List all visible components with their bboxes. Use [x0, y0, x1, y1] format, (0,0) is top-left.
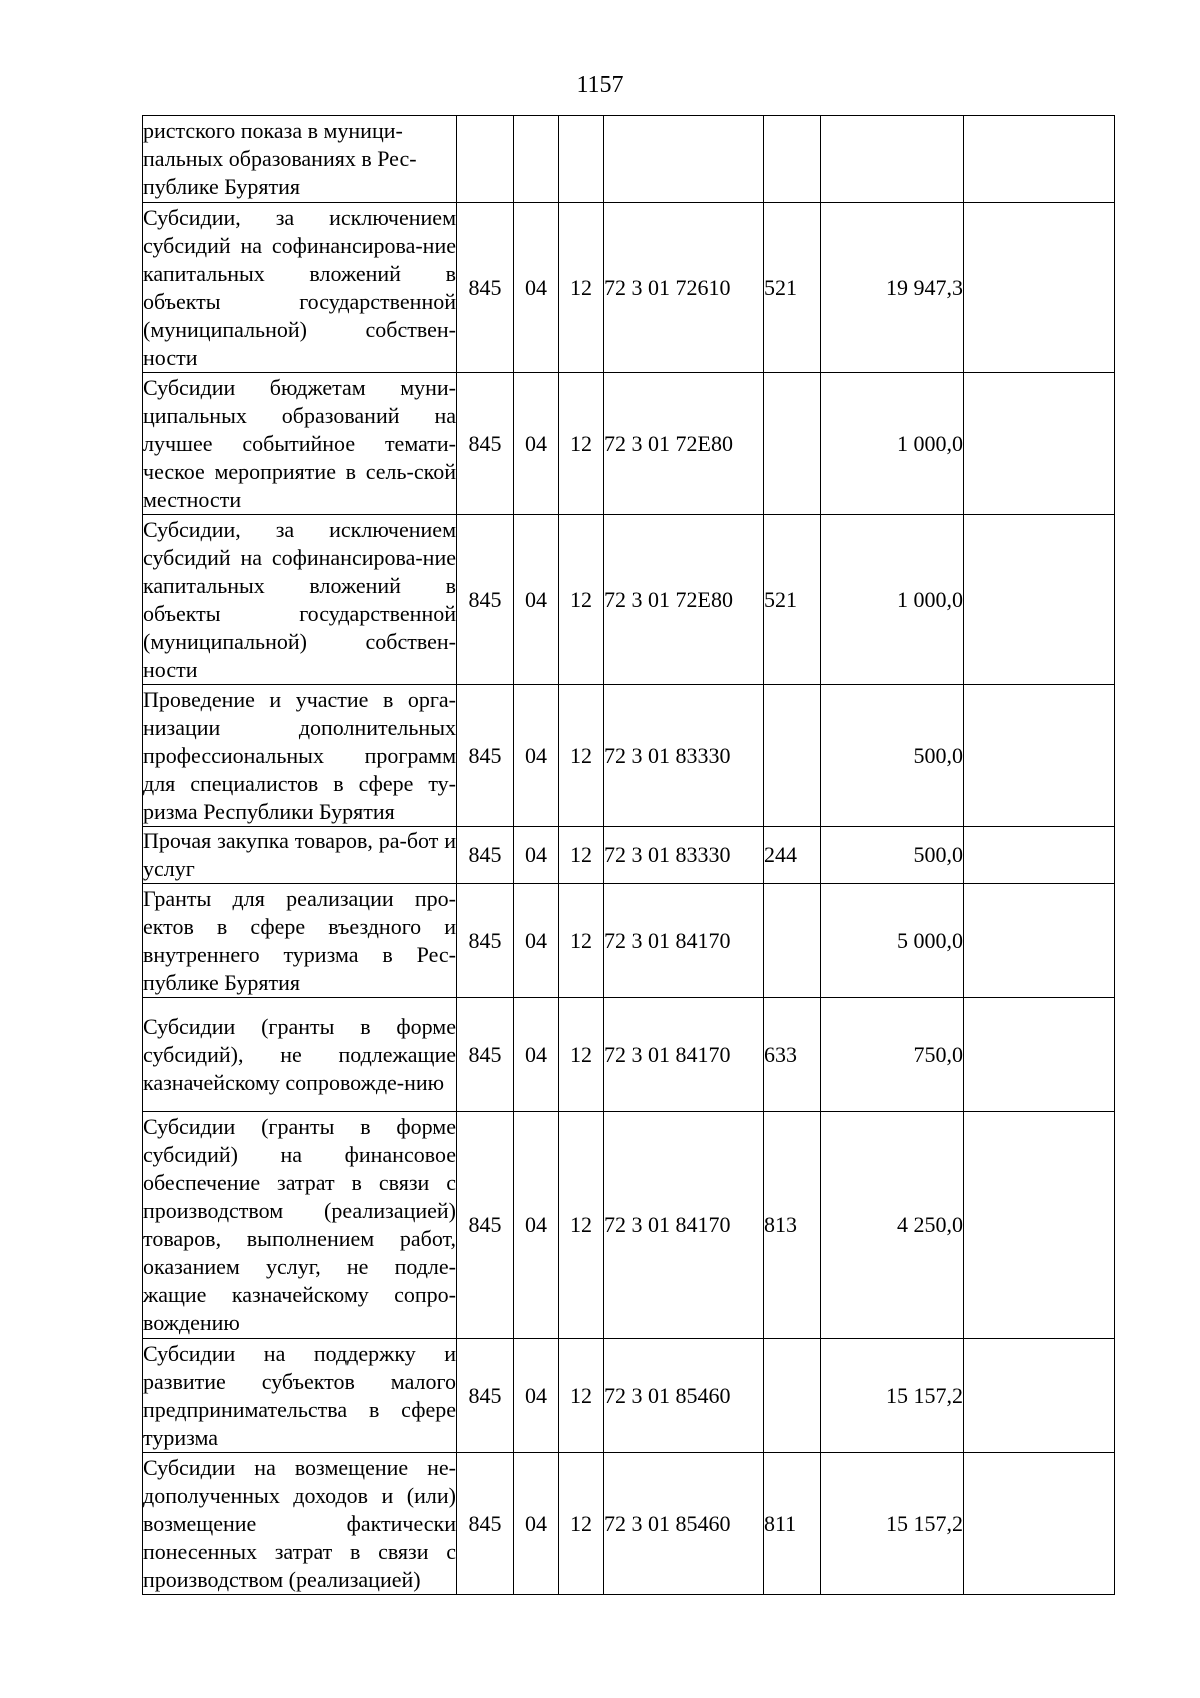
table-row: [143, 116, 1115, 203]
vr-cell: 244: [764, 827, 821, 884]
extra-cell: [964, 827, 1115, 884]
amount-cell: [821, 116, 964, 203]
rz-cell: [514, 116, 559, 203]
pr-cell: 12: [559, 203, 604, 373]
amount-cell: 4 250,0: [821, 1112, 964, 1339]
table-row: [143, 203, 1115, 373]
grbs-cell: 845: [457, 1339, 514, 1453]
csr-cell: 72 3 01 83330: [604, 827, 764, 884]
row-description-text: Проведение и участие в орга-низации дополнительных профессиональных программ для специалистов в сфере ту-ризма Республики Бурятия: [143, 686, 456, 824]
pr-cell: [559, 116, 604, 203]
rz-cell: 04: [514, 373, 559, 515]
amount-cell: 19 947,3: [821, 203, 964, 373]
amount-cell: 750,0: [821, 998, 964, 1112]
extra-cell: [964, 373, 1115, 515]
row-description-text: Субсидии бюджетам муни-ципальных образований на лучшее событийное темати-ческое мероприятие в сель-ской местности: [143, 374, 456, 512]
pr-cell: 12: [559, 1339, 604, 1453]
table-row: [143, 373, 1115, 515]
pr-cell: 12: [559, 373, 604, 515]
rz-cell: 04: [514, 827, 559, 884]
amount-cell: 5 000,0: [821, 884, 964, 998]
rz-cell: 04: [514, 1112, 559, 1339]
row-description: [143, 884, 457, 998]
row-description-text: Прочая закупка товаров, ра-бот и услуг: [143, 828, 456, 881]
amount-cell: 500,0: [821, 685, 964, 827]
vr-cell: 521: [764, 203, 821, 373]
table-row: [143, 998, 1115, 1112]
row-description-text: Субсидии на возмещение не-дополученных доходов и (или) возмещение фактически понесенных затрат в связи с производством (реализацией): [143, 1454, 456, 1592]
vr-cell: [764, 373, 821, 515]
csr-cell: 72 3 01 72610: [604, 203, 764, 373]
table-row: [143, 827, 1115, 884]
row-description: [143, 827, 457, 884]
csr-cell: 72 3 01 85460: [604, 1453, 764, 1595]
grbs-cell: [457, 116, 514, 203]
row-description: [143, 1453, 457, 1595]
extra-cell: [964, 1453, 1115, 1595]
vr-cell: 521: [764, 515, 821, 685]
row-description-text: Субсидии, за исключением субсидий на софинансирова-ние капитальных вложений в объекты государственной (муниципальной) собствен-ности: [143, 204, 456, 370]
page-number: 1157: [576, 72, 624, 98]
pr-cell: 12: [559, 685, 604, 827]
vr-cell: 811: [764, 1453, 821, 1595]
grbs-cell: 845: [457, 685, 514, 827]
csr-cell: 72 3 01 85460: [604, 1339, 764, 1453]
extra-cell: [964, 685, 1115, 827]
csr-cell: 72 3 01 83330: [604, 685, 764, 827]
grbs-cell: 845: [457, 1112, 514, 1339]
row-description-text: Субсидии на поддержку и развитие субъектов малого предпринимательства в сфере туризма: [143, 1340, 456, 1450]
row-description: [143, 203, 457, 373]
row-description: [143, 998, 457, 1112]
table-row: [143, 1112, 1115, 1339]
row-description-text: ристского показа в муници- пальных образованиях в Рес- публике Бурятия: [143, 118, 417, 199]
csr-cell: 72 3 01 84170: [604, 884, 764, 998]
rz-cell: 04: [514, 1339, 559, 1453]
rz-cell: 04: [514, 884, 559, 998]
table-row: [143, 685, 1115, 827]
amount-cell: 15 157,2: [821, 1339, 964, 1453]
grbs-cell: 845: [457, 203, 514, 373]
grbs-cell: 845: [457, 884, 514, 998]
pr-cell: 12: [559, 998, 604, 1112]
row-description: [143, 1112, 457, 1339]
budget-table: [142, 115, 1115, 1595]
amount-cell: 500,0: [821, 827, 964, 884]
row-description: [143, 685, 457, 827]
row-description-text: Субсидии (гранты в форме субсидий), не подлежащие казначейскому сопровожде-нию: [143, 1013, 456, 1095]
grbs-cell: 845: [457, 998, 514, 1112]
extra-cell: [964, 203, 1115, 373]
row-description-text: Гранты для реализации про-ектов в сфере въездного и внутреннего туризма в Рес-публике Бурятия: [143, 885, 456, 995]
vr-cell: 633: [764, 998, 821, 1112]
vr-cell: 813: [764, 1112, 821, 1339]
rz-cell: 04: [514, 203, 559, 373]
extra-cell: [964, 1339, 1115, 1453]
vr-cell: [764, 685, 821, 827]
rz-cell: 04: [514, 1453, 559, 1595]
vr-cell: [764, 116, 821, 203]
table-row: [143, 1339, 1115, 1453]
pr-cell: 12: [559, 1453, 604, 1595]
vr-cell: [764, 1339, 821, 1453]
grbs-cell: 845: [457, 827, 514, 884]
csr-cell: 72 3 01 84170: [604, 1112, 764, 1339]
extra-cell: [964, 998, 1115, 1112]
rz-cell: 04: [514, 685, 559, 827]
row-description: [143, 515, 457, 685]
csr-cell: 72 3 01 84170: [604, 998, 764, 1112]
row-description: [143, 1339, 457, 1453]
csr-cell: 72 3 01 72Е80: [604, 373, 764, 515]
row-description-text: Субсидии (гранты в форме субсидий) на финансовое обеспечение затрат в связи с производством (реализацией) товаров, выполнением работ, оказанием услуг, не подле-жащие казначейскому сопро-вождению: [143, 1114, 456, 1335]
pr-cell: 12: [559, 1112, 604, 1339]
grbs-cell: 845: [457, 1453, 514, 1595]
row-description: [143, 373, 457, 515]
row-description-text: Субсидии, за исключением субсидий на софинансирова-ние капитальных вложений в объекты государственной (муниципальной) собствен-ности: [143, 516, 456, 682]
extra-cell: [964, 515, 1115, 685]
rz-cell: 04: [514, 515, 559, 685]
pr-cell: 12: [559, 884, 604, 998]
csr-cell: 72 3 01 72Е80: [604, 515, 764, 685]
table-row: [143, 1453, 1115, 1595]
grbs-cell: 845: [457, 515, 514, 685]
table-row: [143, 515, 1115, 685]
amount-cell: 1 000,0: [821, 515, 964, 685]
row-description: [143, 116, 457, 203]
table-row: [143, 884, 1115, 998]
amount-cell: 1 000,0: [821, 373, 964, 515]
vr-cell: [764, 884, 821, 998]
csr-cell: [604, 116, 764, 203]
extra-cell: [964, 884, 1115, 998]
pr-cell: 12: [559, 827, 604, 884]
rz-cell: 04: [514, 998, 559, 1112]
pr-cell: 12: [559, 515, 604, 685]
extra-cell: [964, 1112, 1115, 1339]
amount-cell: 15 157,2: [821, 1453, 964, 1595]
extra-cell: [964, 116, 1115, 203]
grbs-cell: 845: [457, 373, 514, 515]
